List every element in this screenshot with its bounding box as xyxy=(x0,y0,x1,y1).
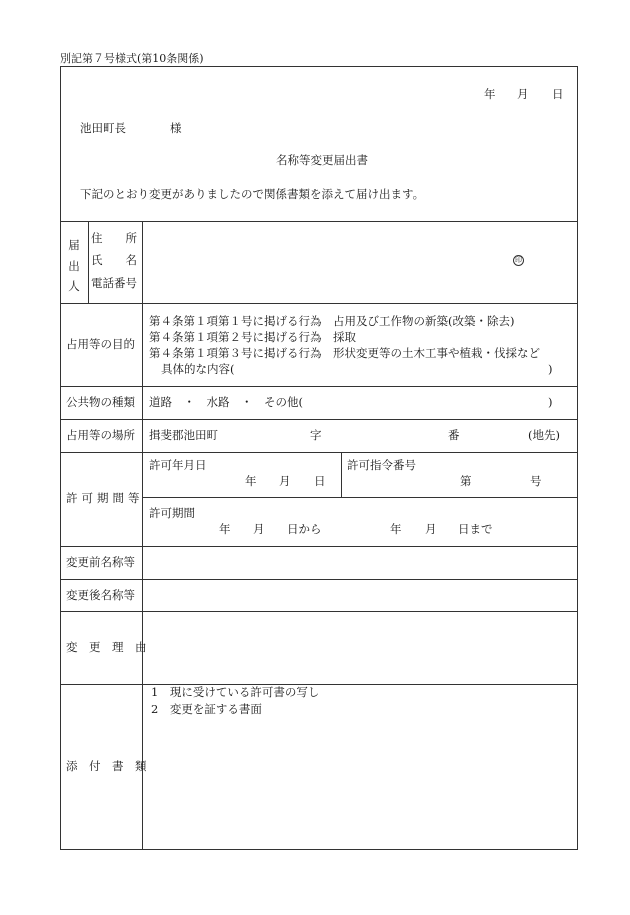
form-number-label: 別記第７号様式(第10条関係) xyxy=(60,52,204,65)
permit-number-prefix: 第 xyxy=(460,474,472,488)
attachment-item-2: 2 変更を証する書面 xyxy=(151,702,262,716)
permit-date-year: 年 xyxy=(245,474,257,488)
divider-applicant-col2 xyxy=(142,221,143,303)
divider-public-type xyxy=(60,419,578,420)
purpose-label: 占用等の目的 xyxy=(66,337,135,351)
divider-permit xyxy=(60,546,578,547)
divider-permit-inner xyxy=(142,497,578,498)
location-label: 占用等の場所 xyxy=(66,428,135,442)
public-type-options: 道路 ・ 水路 ・ その他( xyxy=(149,395,303,409)
permit-date-label: 許可年月日 xyxy=(149,458,207,472)
reason-label: 変 更 理 由 xyxy=(66,640,147,654)
permit-from-day: 日から xyxy=(287,522,322,536)
intro-text: 下記のとおり変更がありましたので関係書類を添えて届け出ます。 xyxy=(80,187,425,201)
attachment-item-1: 1 現に受けている許可書の写し xyxy=(151,685,320,699)
divider-applicant xyxy=(60,303,578,304)
attachments-label: 添 付 書 類 xyxy=(66,759,147,773)
purpose-line-2: 第４条第１項第２号に掲げる行為 採取 xyxy=(149,330,356,344)
after-name-label: 変更後名称等 xyxy=(66,588,135,602)
before-name-label: 変更前名称等 xyxy=(66,555,135,569)
addressee-honorific: 様 xyxy=(170,121,182,135)
location-chisaki: (地先) xyxy=(528,428,560,442)
divider-reason xyxy=(60,684,578,685)
public-type-label: 公共物の種類 xyxy=(66,395,135,409)
purpose-line-3: 第４条第１項第３号に掲げる行為 形状変更等の土木工事や植栽・伐採など xyxy=(149,346,540,360)
address-label: 住 所 xyxy=(91,231,137,245)
divider-permit-split xyxy=(341,452,342,497)
document-title: 名称等変更届出書 xyxy=(276,153,368,167)
phone-label: 電話番号 xyxy=(91,276,137,290)
divider-purpose xyxy=(60,386,578,387)
permit-period-label: 許可期間 xyxy=(149,506,195,520)
seal-mark: 印 xyxy=(515,256,522,264)
divider-after xyxy=(60,611,578,612)
location-ban: 番 xyxy=(448,428,460,442)
divider-before xyxy=(60,579,578,580)
permit-label: 許可期間等 xyxy=(66,491,144,505)
purpose-specific-close: ) xyxy=(548,362,553,376)
divider-location xyxy=(60,452,578,453)
permit-to-day: 日まで xyxy=(458,522,493,536)
date-year: 年 xyxy=(484,87,496,101)
permit-date-day: 日 xyxy=(314,474,326,488)
applicant-label: 届 出 人 xyxy=(68,238,80,293)
location-aza: 字 xyxy=(310,428,322,442)
form-frame xyxy=(60,66,578,850)
permit-date-month: 月 xyxy=(279,474,291,488)
date-month: 月 xyxy=(517,87,529,101)
permit-from-month: 月 xyxy=(253,522,265,536)
public-type-close: ) xyxy=(548,395,553,409)
purpose-line-1: 第４条第１項第１号に掲げる行為 占用及び工作物の新築(改築・除去) xyxy=(149,314,515,328)
date-day: 日 xyxy=(552,87,564,101)
permit-number-label: 許可指令番号 xyxy=(347,458,416,472)
permit-to-month: 月 xyxy=(425,522,437,536)
name-label: 氏 名 xyxy=(91,253,137,267)
divider-header xyxy=(60,221,578,222)
addressee-name: 池田町長 xyxy=(80,121,126,135)
divider-applicant-col1 xyxy=(88,221,89,303)
purpose-specific-label: 具体的な内容( xyxy=(161,362,235,376)
permit-number-suffix: 号 xyxy=(530,474,542,488)
permit-to-year: 年 xyxy=(390,522,402,536)
permit-from-year: 年 xyxy=(219,522,231,536)
location-prefix: 揖斐郡池田町 xyxy=(149,428,218,442)
